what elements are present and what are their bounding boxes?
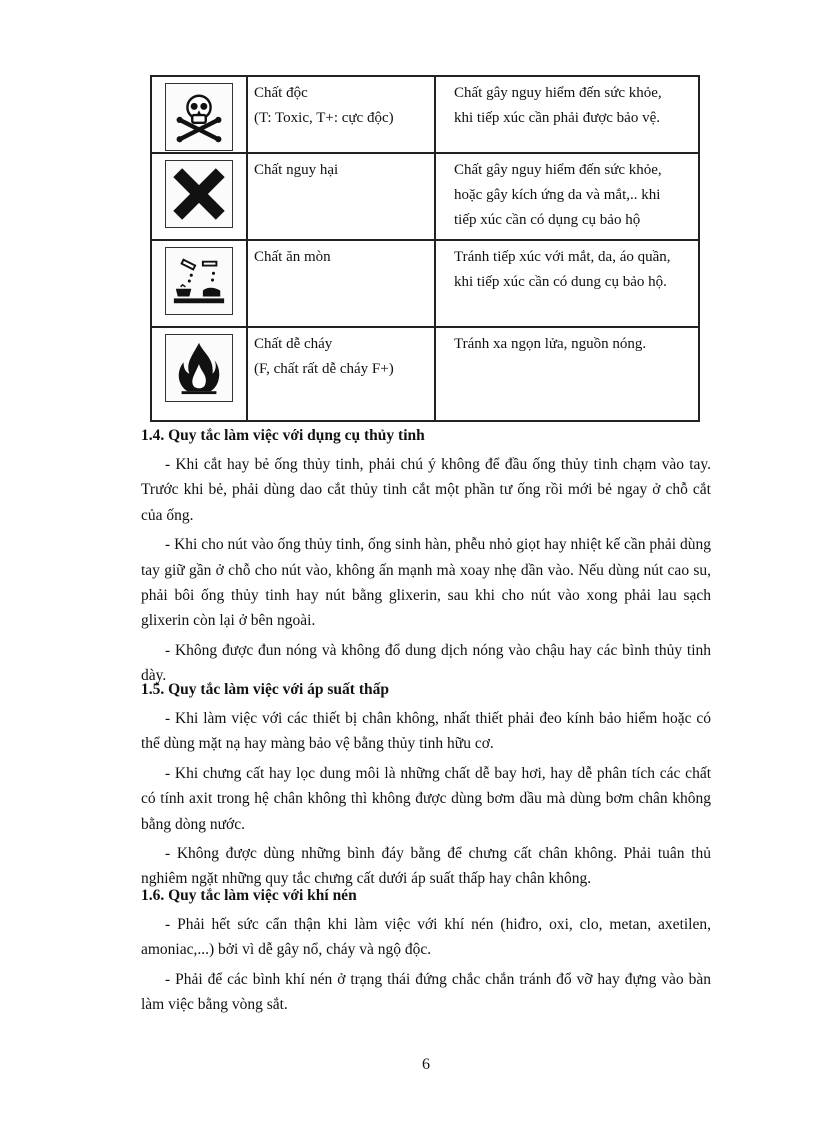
paragraph: - Khi cho nút vào ống thủy tinh, ống sinh hàn, phễu nhỏ giọt hay nhiệt kế cần phải dùng tay giữ gần ở chỗ cho nút vào, không ấn mạnh mà xoay nhẹ dần vào. Nếu dùng nút cao su, phải bôi ống thủy tinh hay nút bằng glixerin, sau khi cho nút vào xong phải lau sạch glixerin còn lại ở bên ngoài.: [141, 536, 711, 630]
hazard-name: Chất độc: [254, 85, 308, 101]
hazard-name: Chất dễ cháy: [254, 336, 333, 352]
flame-icon: [165, 334, 233, 402]
paragraph: - Không được dùng những bình đáy bằng để chưng cất chân không. Phải tuân thủ nghiêm ngặt những quy tắc chưng cất dưới áp suất thấp hay chân không.: [141, 845, 711, 888]
table-row: [151, 153, 699, 240]
paragraph: - Phải hết sức cẩn thận khi làm việc với khí nén (hiđro, oxi, clo, metan, axetilen, amoniac,...) bởi vì dễ gây nổ, cháy và ngộ độc.: [141, 916, 711, 959]
corrosive-icon: [165, 247, 233, 315]
paragraph: - Khi cắt hay bẻ ống thủy tinh, phải chú ý không để đầu ống thủy tinh chạm vào tay. Trước khi bẻ, phải dùng dao cắt thủy tinh cắt một phần tư ống rồi mới bẻ ngay ở chỗ cắt của ống.: [141, 456, 711, 524]
page-number: 6: [422, 1056, 430, 1073]
hazard-symbols-table: [150, 75, 700, 422]
hazard-description: Chất gây nguy hiểm đến sức khỏe,: [454, 162, 662, 178]
paragraph: - Không được đun nóng và không đổ dung dịch nóng vào chậu hay các bình thủy tinh dày.: [141, 641, 711, 685]
hazard-description: tiếp xúc cần có dụng cụ bảo hộ: [454, 212, 641, 228]
hazard-description: Chất gây nguy hiểm đến sức khỏe,: [454, 85, 662, 101]
table-row: [151, 327, 699, 421]
section-body: [141, 706, 711, 892]
section-heading: 1.6. Quy tắc làm việc với khí nén: [141, 887, 357, 904]
paragraph: - Khi chưng cất hay lọc dung môi là những chất dễ bay hơi, hay dễ phân tích các chất có tính axit trong hệ chân không thì không được dùng bơm dầu mà dùng bơm chân không bằng dòng nước.: [141, 764, 711, 833]
paragraph: - Phải để các bình khí nén ở trạng thái đứng chắc chắn tránh đổ vỡ hay đựng vào bàn làm việc bằng vòng sắt.: [141, 970, 711, 1014]
section-body: [141, 452, 711, 689]
hazard-description: hoặc gây kích ứng da và mắt,.. khi: [454, 187, 661, 203]
hazard-description: khi tiếp xúc cần có dung cụ bảo hộ.: [454, 274, 667, 290]
hazard-code: (F, chất rất dễ cháy F+): [254, 361, 394, 377]
hazard-description: khi tiếp xúc cần phải được bảo vệ.: [454, 110, 660, 126]
section-heading: 1.5. Quy tắc làm việc với áp suất thấp: [141, 681, 389, 698]
paragraph: - Khi làm việc với các thiết bị chân không, nhất thiết phải đeo kính bảo hiểm hoặc có thể dùng mặt nạ hay màng bảo vệ bằng thủy tinh hữu cơ.: [141, 710, 711, 753]
hazard-code: (T: Toxic, T+: cực độc): [254, 110, 394, 126]
hazard-name: Chất nguy hại: [254, 162, 339, 178]
hazard-name: Chất ăn mòn: [254, 249, 331, 265]
hazard-description: Tránh xa ngọn lửa, nguồn nóng.: [454, 336, 647, 352]
section-body: [141, 912, 711, 1018]
hazard-description: Tránh tiếp xúc với mắt, da, áo quần,: [454, 249, 671, 265]
table-row: [151, 240, 699, 327]
skull-crossbones-icon: [165, 83, 233, 151]
table-row: [151, 76, 699, 153]
section-heading: 1.4. Quy tắc làm việc với dụng cụ thủy tinh: [141, 427, 425, 444]
x-cross-icon: [165, 160, 233, 228]
